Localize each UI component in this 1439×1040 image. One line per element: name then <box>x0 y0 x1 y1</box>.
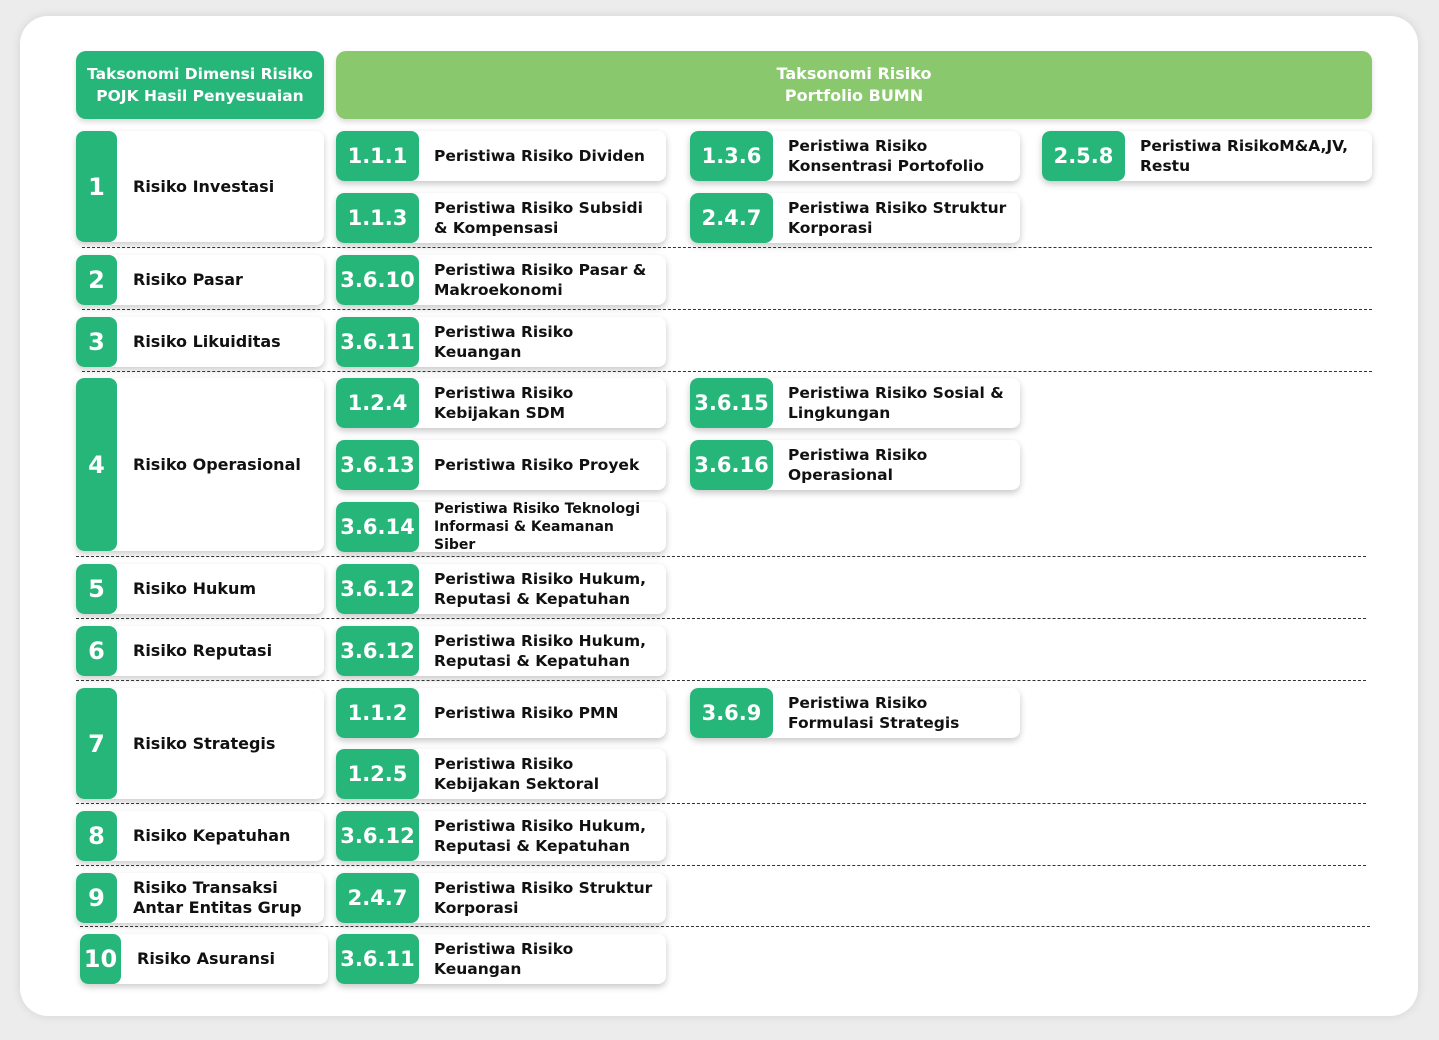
category-number: 9 <box>76 873 117 923</box>
risk-event-code: 3.6.16 <box>690 440 773 490</box>
risk-event-card <box>690 131 1020 181</box>
category-label: Risiko Transaksi Antar Entitas Grup <box>133 878 302 917</box>
row-divider <box>80 926 1370 927</box>
risk-event-code: 3.6.11 <box>336 934 419 984</box>
risk-event-card <box>336 873 666 923</box>
category-risiko-reputasi <box>76 626 324 676</box>
row-divider <box>82 247 1372 248</box>
category-risiko-asuransi <box>80 934 328 984</box>
risk-event-label: Peristiwa Risiko Keuangan <box>434 323 574 361</box>
risk-event-label: Peristiwa Risiko Keuangan <box>434 940 574 978</box>
row-divider <box>82 371 1372 372</box>
risk-event-card <box>1042 131 1372 181</box>
risk-event-code: 3.6.14 <box>336 502 419 552</box>
category-risiko-hukum <box>76 564 324 614</box>
risk-event-card <box>336 811 666 861</box>
risk-event-code: 1.1.2 <box>336 688 419 738</box>
risk-event-code: 3.6.13 <box>336 440 419 490</box>
risk-event-code: 2.4.7 <box>336 873 419 923</box>
category-number: 10 <box>80 934 121 984</box>
header-left-text: Taksonomi Dimensi Risiko POJK Hasil Penyesuaian <box>87 65 313 105</box>
category-label: Risiko Investasi <box>133 176 275 196</box>
risk-event-card <box>336 255 666 305</box>
risk-event-card <box>336 502 666 552</box>
risk-event-code: 3.6.11 <box>336 317 419 367</box>
category-label: Risiko Hukum <box>133 579 257 598</box>
risk-event-label: Peristiwa Risiko Dividen <box>434 147 645 165</box>
risk-event-code: 2.5.8 <box>1042 131 1125 181</box>
risk-event-label: Peristiwa Risiko Operasional <box>788 446 928 484</box>
risk-event-label: Peristiwa Risiko Konsentrasi Portofolio <box>788 137 985 175</box>
risk-event-code: 3.6.12 <box>336 564 419 614</box>
category-label: Risiko Likuiditas <box>133 332 281 351</box>
category-number: 3 <box>76 317 117 367</box>
risk-event-card <box>690 193 1020 243</box>
risk-event-label: Peristiwa RisikoM&A,JV, Restu <box>1140 137 1349 175</box>
category-risiko-kepatuhan <box>76 811 324 861</box>
risk-event-label: Peristiwa Risiko Struktur Korporasi <box>788 199 1007 237</box>
category-risiko-investasi <box>76 131 324 242</box>
risk-event-code: 1.3.6 <box>690 131 773 181</box>
risk-event-card <box>690 440 1020 490</box>
row-divider <box>76 680 1366 681</box>
category-label: Risiko Strategis <box>133 733 276 753</box>
category-label: Risiko Kepatuhan <box>133 826 291 845</box>
risk-event-label: Peristiwa Risiko Hukum, Reputasi & Kepatuhan <box>434 570 647 608</box>
risk-event-code: 3.6.12 <box>336 626 419 676</box>
risk-event-card <box>336 749 666 799</box>
risk-event-card <box>690 378 1020 428</box>
risk-event-card <box>336 688 666 738</box>
risk-event-card <box>336 934 666 984</box>
row-divider <box>76 556 1366 557</box>
risk-event-card <box>336 440 666 490</box>
risk-event-label: Peristiwa Risiko Sosial & Lingkungan <box>788 384 1004 422</box>
category-number: 4 <box>76 378 117 551</box>
risk-event-code: 3.6.10 <box>336 255 419 305</box>
header-pojk-taxonomy <box>76 51 324 119</box>
risk-event-label: Peristiwa Risiko Subsidi & Kompensasi <box>434 199 643 237</box>
category-number: 6 <box>76 626 117 676</box>
row-divider <box>76 618 1366 619</box>
risk-event-code: 1.1.3 <box>336 193 419 243</box>
risk-event-card <box>336 317 666 367</box>
risk-event-code: 3.6.12 <box>336 811 419 861</box>
risk-event-label: Peristiwa Risiko Pasar & Makroekonomi <box>434 261 647 299</box>
category-label: Risiko Pasar <box>133 270 243 289</box>
category-risiko-strategis <box>76 688 324 799</box>
risk-event-label: Peristiwa Risiko Formulasi Strategis <box>788 694 960 732</box>
category-label: Risiko Asuransi <box>137 949 275 968</box>
category-risiko-pasar <box>76 255 324 305</box>
risk-event-code: 3.6.9 <box>690 688 773 738</box>
category-label: Risiko Operasional <box>133 454 301 474</box>
risk-event-code: 1.1.1 <box>336 131 419 181</box>
row-divider <box>82 309 1372 310</box>
risk-event-label: Peristiwa Risiko Hukum, Reputasi & Kepatuhan <box>434 632 647 670</box>
category-risiko-transaksi <box>76 873 324 923</box>
risk-event-code: 1.2.5 <box>336 749 419 799</box>
risk-event-label: Peristiwa Risiko Struktur Korporasi <box>434 879 653 917</box>
risk-event-label: Peristiwa Risiko PMN <box>434 704 619 722</box>
risk-event-card <box>336 131 666 181</box>
category-number: 2 <box>76 255 117 305</box>
risk-event-card <box>690 688 1020 738</box>
header-bumn-taxonomy <box>336 51 1372 119</box>
row-divider <box>76 865 1366 866</box>
risk-event-card <box>336 193 666 243</box>
row-divider <box>76 803 1366 804</box>
risk-event-label: Peristiwa Risiko Kebijakan Sektoral <box>434 755 600 793</box>
risk-event-code: 2.4.7 <box>690 193 773 243</box>
category-number: 5 <box>76 564 117 614</box>
risk-event-code: 3.6.15 <box>690 378 773 428</box>
risk-event-label: Peristiwa Risiko Hukum, Reputasi & Kepatuhan <box>434 817 647 855</box>
category-number: 1 <box>76 131 117 242</box>
risk-event-label: Peristiwa Risiko Teknologi Informasi & Keamanan Siber <box>434 502 640 552</box>
risk-event-code: 1.2.4 <box>336 378 419 428</box>
risk-event-card <box>336 626 666 676</box>
category-number: 7 <box>76 688 117 799</box>
category-risiko-operasional <box>76 378 324 551</box>
category-label: Risiko Reputasi <box>133 641 273 660</box>
risk-event-card <box>336 378 666 428</box>
category-number: 8 <box>76 811 117 861</box>
risk-event-card <box>336 564 666 614</box>
category-risiko-likuiditas <box>76 317 324 367</box>
risk-event-label: Peristiwa Risiko Proyek <box>434 456 640 474</box>
risk-event-label: Peristiwa Risiko Kebijakan SDM <box>434 384 574 422</box>
header-right-text: Taksonomi Risiko Portfolio BUMN <box>776 64 932 105</box>
